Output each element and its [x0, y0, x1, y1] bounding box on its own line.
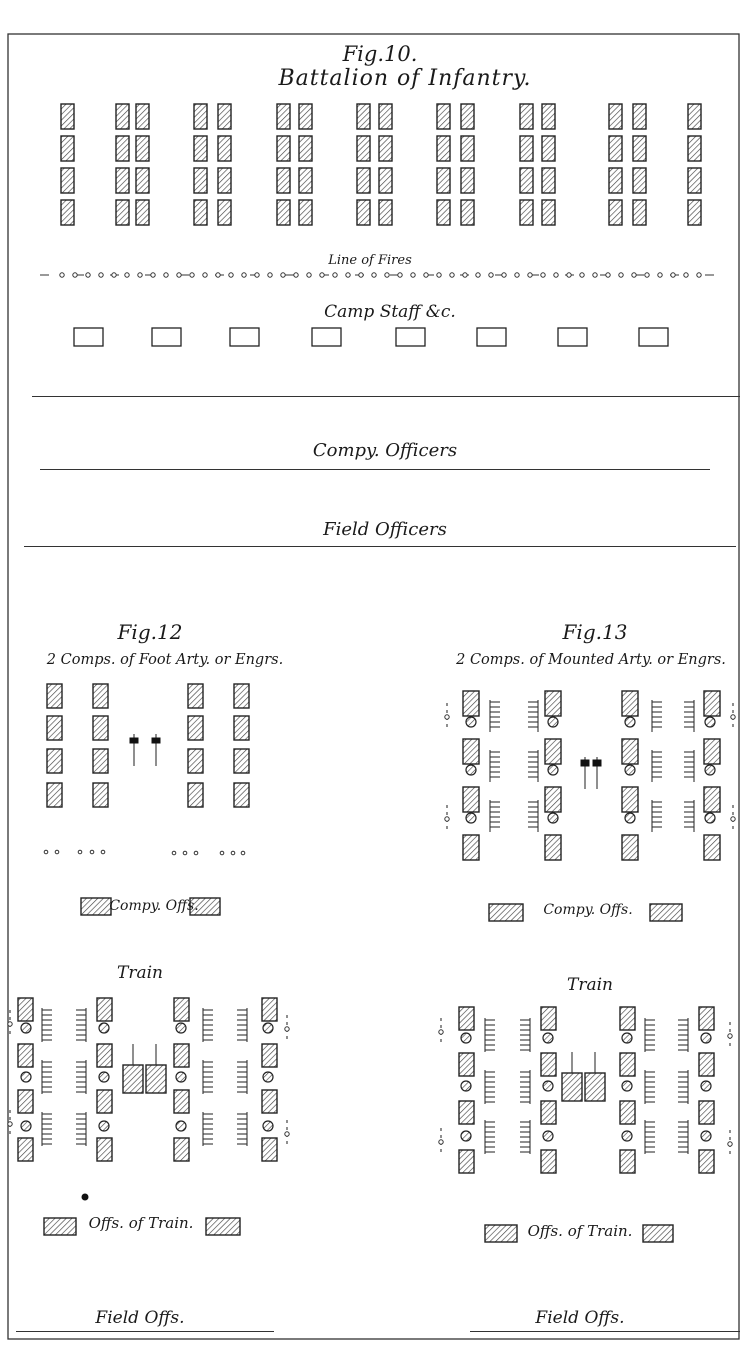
train-officer-tent — [485, 1225, 517, 1242]
tent — [704, 739, 720, 764]
forage-circle — [543, 1033, 553, 1043]
infantry-tent — [299, 104, 312, 129]
tent — [459, 1007, 474, 1030]
fig13-company-tents — [445, 691, 735, 921]
infantry-tent — [194, 136, 207, 161]
fig10-camp-staff-label: Camp Staff &c. — [324, 302, 456, 322]
forage-circle — [466, 717, 476, 727]
fire-ring — [580, 273, 584, 277]
infantry-tent — [520, 200, 533, 225]
tent — [97, 998, 112, 1021]
infantry-tent — [357, 168, 370, 193]
fig13-field-officers-label: Field Offs. — [535, 1308, 625, 1328]
infantry-tent — [61, 104, 74, 129]
infantry-tent — [116, 200, 129, 225]
infantry-tent — [218, 200, 231, 225]
infantry-tent — [688, 136, 701, 161]
fire-ring — [424, 273, 428, 277]
tent — [541, 1007, 556, 1030]
fire-ring — [138, 273, 142, 277]
fire-ring — [697, 273, 701, 277]
artillery-tent — [188, 716, 203, 740]
fire-ring — [203, 273, 207, 277]
tent — [541, 1150, 556, 1173]
infantry-tent — [136, 200, 149, 225]
fire-ring — [125, 273, 129, 277]
fire-ring — [90, 850, 94, 854]
tent — [545, 739, 561, 764]
infantry-tent — [461, 136, 474, 161]
tent — [704, 835, 720, 860]
tent — [463, 739, 479, 764]
infantry-tent — [277, 168, 290, 193]
fire-ring — [242, 273, 246, 277]
fig10-field-officers-rule — [24, 546, 736, 547]
infantry-tent — [437, 136, 450, 161]
fire-ring — [78, 850, 82, 854]
infantry-tent — [609, 104, 622, 129]
infantry-tent — [277, 136, 290, 161]
forage-circle — [622, 1131, 632, 1141]
wagon — [123, 1065, 143, 1093]
infantry-tent — [688, 200, 701, 225]
fire-ring — [55, 850, 59, 854]
infantry-tent — [633, 200, 646, 225]
fig10-tent-rows — [61, 104, 701, 225]
forage-circle — [548, 813, 558, 823]
stake-ring — [439, 1140, 443, 1144]
forage-circle — [466, 813, 476, 823]
fire-ring — [231, 851, 235, 855]
forage-circle — [705, 813, 715, 823]
artillery-tent — [234, 716, 249, 740]
company-officer-tent — [650, 904, 682, 921]
infantry-tent — [688, 104, 701, 129]
fig13-field-officers-rule — [470, 1331, 740, 1332]
infantry-tent — [357, 200, 370, 225]
forage-circle — [701, 1033, 711, 1043]
infantry-tent — [542, 200, 555, 225]
fig13-figure-label: Fig.13 — [562, 620, 628, 644]
infantry-tent — [194, 104, 207, 129]
artillery-tent — [93, 684, 108, 708]
tent — [699, 1007, 714, 1030]
stake-ring — [731, 715, 735, 719]
infantry-tent — [379, 168, 392, 193]
fire-ring — [307, 273, 311, 277]
fire-ring — [567, 273, 571, 277]
fire-ring — [333, 273, 337, 277]
fig12-officers-of-train-label: Offs. of Train. — [88, 1214, 194, 1232]
tent — [620, 1053, 635, 1076]
fire-ring — [177, 273, 181, 277]
forage-circle — [625, 717, 635, 727]
fire-ring — [44, 850, 48, 854]
fire-ring — [320, 273, 324, 277]
wagon — [585, 1073, 605, 1101]
gun-carriage — [152, 738, 160, 743]
tent — [97, 1044, 112, 1067]
stake-ring — [728, 1142, 732, 1146]
staff-tent — [230, 328, 259, 346]
fig10-figure-label: Fig.10. — [342, 42, 418, 66]
fig12-figure-label: Fig.12 — [117, 620, 183, 644]
fig12-train-layout — [8, 998, 289, 1235]
fire-ring — [541, 273, 545, 277]
fire-ring — [99, 273, 103, 277]
infantry-tent — [277, 200, 290, 225]
stake-ring — [445, 715, 449, 719]
tent — [262, 1090, 277, 1113]
fire-ring — [515, 273, 519, 277]
staff-tent — [312, 328, 341, 346]
forage-circle — [622, 1081, 632, 1091]
infantry-tent — [218, 168, 231, 193]
tent — [97, 1090, 112, 1113]
tent — [463, 691, 479, 716]
forage-circle — [625, 765, 635, 775]
fire-ring — [112, 273, 116, 277]
tent — [97, 1138, 112, 1161]
stake-ring — [728, 1034, 732, 1038]
forage-circle — [705, 717, 715, 727]
infantry-tent — [437, 104, 450, 129]
fig13-train-label: Train — [567, 975, 613, 995]
infantry-tent — [61, 136, 74, 161]
tent — [174, 998, 189, 1021]
forage-circle — [21, 1072, 31, 1082]
infantry-tent — [299, 200, 312, 225]
tent — [174, 1138, 189, 1161]
artillery-tent — [47, 749, 62, 773]
forage-circle — [176, 1072, 186, 1082]
staff-tent — [558, 328, 587, 346]
fig13-train-layout — [439, 1007, 732, 1242]
tent — [459, 1053, 474, 1076]
stake-ring — [285, 1132, 289, 1136]
fire-ring — [489, 273, 493, 277]
artillery-tent — [93, 749, 108, 773]
fig10-camp-staff-tents — [74, 328, 668, 346]
infantry-tent — [609, 168, 622, 193]
fire-ring — [183, 851, 187, 855]
wagon — [562, 1073, 582, 1101]
forage-circle — [543, 1131, 553, 1141]
infantry-tent — [688, 168, 701, 193]
fig10-line-of-fires — [40, 273, 720, 277]
forage-circle — [176, 1023, 186, 1033]
tent — [545, 835, 561, 860]
stake-ring — [285, 1027, 289, 1031]
fire-ring — [619, 273, 623, 277]
fire-ring — [502, 273, 506, 277]
fire-ring — [281, 273, 285, 277]
forage-circle — [461, 1081, 471, 1091]
infantry-tent — [461, 104, 474, 129]
fig10-line-of-fires-label: Line of Fires — [328, 253, 412, 268]
artillery-tent — [234, 783, 249, 807]
forage-circle — [543, 1081, 553, 1091]
forage-circle — [99, 1121, 109, 1131]
fire-ring — [172, 851, 176, 855]
infantry-tent — [299, 136, 312, 161]
tent — [174, 1044, 189, 1067]
forage-circle — [701, 1081, 711, 1091]
fire-ring — [411, 273, 415, 277]
train-officer-tent — [206, 1218, 240, 1235]
artillery-tent — [188, 783, 203, 807]
infantry-tent — [542, 168, 555, 193]
fire-ring — [220, 851, 224, 855]
tent — [622, 739, 638, 764]
fig10-title: Battalion of Infantry. — [278, 66, 532, 91]
fire-ring — [229, 273, 233, 277]
fig12-field-officers-label: Field Offs. — [95, 1308, 185, 1328]
artillery-tent — [47, 783, 62, 807]
infantry-tent — [633, 168, 646, 193]
infantry-tent — [379, 136, 392, 161]
forage-circle — [622, 1033, 632, 1043]
infantry-tent — [609, 136, 622, 161]
infantry-tent — [520, 136, 533, 161]
tent — [699, 1101, 714, 1124]
gun-carriage — [593, 760, 601, 766]
fire-ring — [60, 273, 64, 277]
forage-circle — [625, 813, 635, 823]
artillery-tent — [234, 684, 249, 708]
staff-tent — [396, 328, 425, 346]
fig10-field-officers-label: Field Officers — [323, 519, 447, 540]
staff-tent — [477, 328, 506, 346]
staff-tent — [152, 328, 181, 346]
infantry-tent — [218, 104, 231, 129]
tent — [620, 1007, 635, 1030]
fire-ring — [372, 273, 376, 277]
tent — [541, 1101, 556, 1124]
fire-ring — [593, 273, 597, 277]
forage-circle — [466, 765, 476, 775]
stake-ring — [445, 817, 449, 821]
company-officer-tent — [489, 904, 523, 921]
fig13-subtitle: 2 Comps. of Mounted Arty. or Engrs. — [456, 652, 726, 668]
forage-circle — [176, 1121, 186, 1131]
tent — [459, 1101, 474, 1124]
fire-ring — [645, 273, 649, 277]
tent — [459, 1150, 474, 1173]
fig13-officers-of-train-label: Offs. of Train. — [527, 1222, 633, 1240]
fire-ring — [684, 273, 688, 277]
staff-tent — [74, 328, 103, 346]
fire-ring — [241, 851, 245, 855]
tent — [620, 1150, 635, 1173]
fire-ring — [671, 273, 675, 277]
infantry-tent — [520, 168, 533, 193]
fire-ring — [255, 273, 259, 277]
infantry-tent — [357, 104, 370, 129]
infantry-tent — [61, 200, 74, 225]
tent — [262, 1044, 277, 1067]
tent — [704, 787, 720, 812]
fire-ring — [164, 273, 168, 277]
infantry-tent — [194, 200, 207, 225]
infantry-tent — [520, 104, 533, 129]
gun-carriage — [581, 760, 589, 766]
forage-circle — [548, 765, 558, 775]
tent — [463, 787, 479, 812]
fire-ring — [294, 273, 298, 277]
infantry-tent — [461, 200, 474, 225]
tent — [18, 1138, 33, 1161]
fig10-company-officers-rule — [40, 469, 710, 470]
forage-circle — [21, 1121, 31, 1131]
tent — [545, 691, 561, 716]
infantry-tent — [633, 136, 646, 161]
infantry-tent — [357, 136, 370, 161]
infantry-tent — [116, 136, 129, 161]
fire-ring — [346, 273, 350, 277]
forage-circle — [263, 1121, 273, 1131]
infantry-tent — [299, 168, 312, 193]
tent — [699, 1150, 714, 1173]
stake-ring — [8, 1022, 12, 1026]
stake-ring — [439, 1030, 443, 1034]
fig12-field-officers-rule — [16, 1331, 274, 1332]
fire-ring — [658, 273, 662, 277]
fig13-company-officers-label: Compy. Offs. — [543, 902, 633, 918]
infantry-tent — [116, 168, 129, 193]
fire-ring — [151, 273, 155, 277]
fire-ring — [190, 273, 194, 277]
forage-circle — [701, 1131, 711, 1141]
ink-dot — [82, 1194, 88, 1200]
fig10-staff-rule — [32, 396, 740, 397]
fire-ring — [528, 273, 532, 277]
fire-ring — [437, 273, 441, 277]
infantry-tent — [61, 168, 74, 193]
infantry-tent — [542, 104, 555, 129]
forage-circle — [263, 1072, 273, 1082]
tent — [620, 1101, 635, 1124]
infantry-tent — [379, 104, 392, 129]
fig12-train-label: Train — [117, 963, 163, 983]
infantry-tent — [136, 136, 149, 161]
tent — [545, 787, 561, 812]
fire-ring — [398, 273, 402, 277]
tent — [622, 835, 638, 860]
infantry-tent — [542, 136, 555, 161]
infantry-tent — [633, 104, 646, 129]
artillery-tent — [188, 749, 203, 773]
tent — [174, 1090, 189, 1113]
fire-ring — [632, 273, 636, 277]
tent — [262, 998, 277, 1021]
gun-carriage — [130, 738, 138, 743]
fire-ring — [606, 273, 610, 277]
artillery-tent — [93, 716, 108, 740]
tent — [18, 1044, 33, 1067]
forage-circle — [99, 1023, 109, 1033]
tent — [463, 835, 479, 860]
tent — [704, 691, 720, 716]
infantry-tent — [437, 168, 450, 193]
fire-ring — [86, 273, 90, 277]
artillery-tent — [188, 684, 203, 708]
fire-ring — [476, 273, 480, 277]
stake-ring — [731, 817, 735, 821]
forage-circle — [705, 765, 715, 775]
fire-ring — [73, 273, 77, 277]
infantry-tent — [609, 200, 622, 225]
stake-ring — [8, 1122, 12, 1126]
train-officer-tent — [643, 1225, 673, 1242]
fire-ring — [450, 273, 454, 277]
tent — [622, 787, 638, 812]
artillery-tent — [47, 716, 62, 740]
artillery-tent — [234, 749, 249, 773]
tent — [622, 691, 638, 716]
forage-circle — [548, 717, 558, 727]
infantry-tent — [136, 104, 149, 129]
infantry-tent — [461, 168, 474, 193]
train-officer-tent — [44, 1218, 76, 1235]
forage-circle — [99, 1072, 109, 1082]
infantry-tent — [437, 200, 450, 225]
fire-ring — [554, 273, 558, 277]
fire-ring — [385, 273, 389, 277]
infantry-tent — [194, 168, 207, 193]
tent — [541, 1053, 556, 1076]
artillery-tent — [47, 684, 62, 708]
tent — [699, 1053, 714, 1076]
artillery-tent — [93, 783, 108, 807]
forage-circle — [263, 1023, 273, 1033]
forage-circle — [21, 1023, 31, 1033]
fig12-company-tents — [44, 684, 249, 915]
staff-tent — [639, 328, 668, 346]
fig12-company-officers-label: Compy. Offs. — [109, 898, 199, 914]
infantry-tent — [116, 104, 129, 129]
infantry-tent — [277, 104, 290, 129]
fire-ring — [216, 273, 220, 277]
wagon — [146, 1065, 166, 1093]
infantry-tent — [136, 168, 149, 193]
fig10-company-officers-label: Compy. Officers — [312, 440, 458, 461]
tent — [262, 1138, 277, 1161]
fig12-subtitle: 2 Comps. of Foot Arty. or Engrs. — [46, 652, 284, 668]
infantry-tent — [218, 136, 231, 161]
fire-ring — [194, 851, 198, 855]
forage-circle — [461, 1033, 471, 1043]
tent — [18, 998, 33, 1021]
tent — [18, 1090, 33, 1113]
fire-ring — [101, 850, 105, 854]
forage-circle — [461, 1131, 471, 1141]
infantry-tent — [379, 200, 392, 225]
fire-ring — [268, 273, 272, 277]
fire-ring — [463, 273, 467, 277]
fire-ring — [359, 273, 363, 277]
